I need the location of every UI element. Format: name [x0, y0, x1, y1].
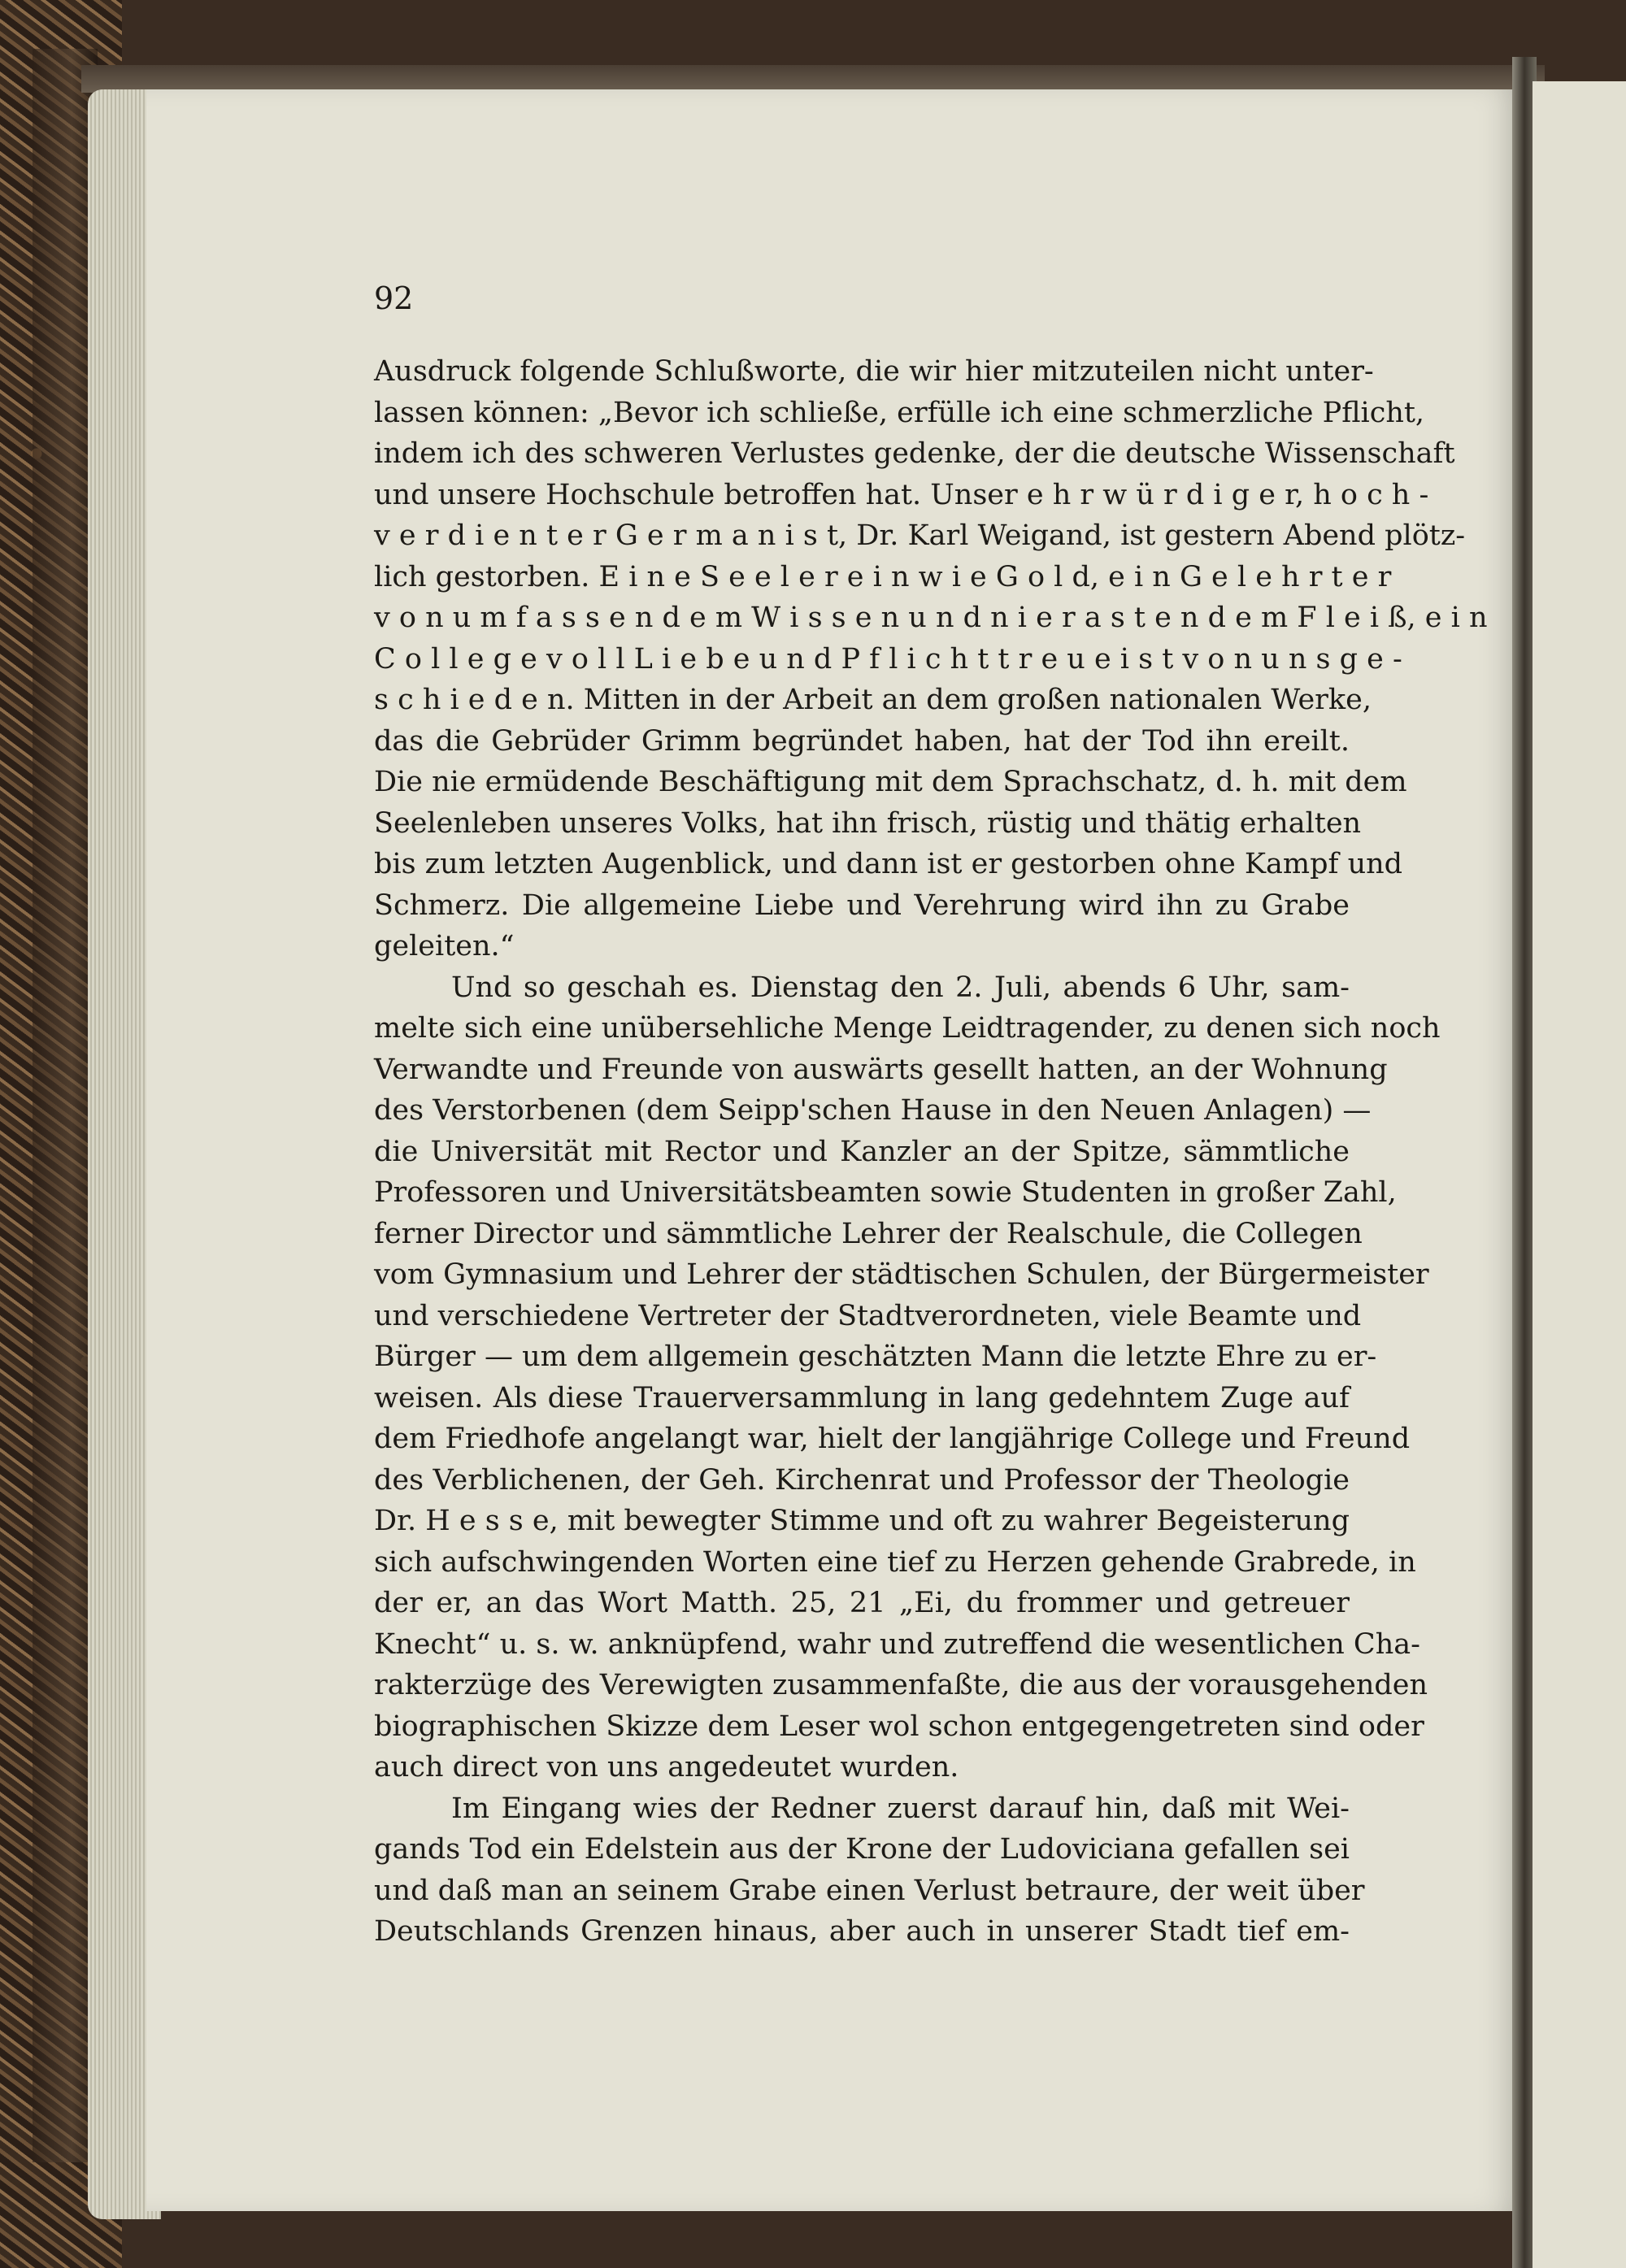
text-line: lassen können: „Bevor ich schließe, erfülle ich eine schmerzliche Pflicht,	[374, 396, 1425, 429]
text-line: C o l l e g e v o l l L i e b e u n d P f l i c h t t r e u e i s t v o n u n s g e -	[374, 642, 1402, 676]
cover-top-edge	[81, 65, 1545, 93]
text-line: biographischen Skizze dem Leser wol schon entgegengetreten sind oder	[374, 1710, 1424, 1743]
text-line: des Verblichenen, der Geh. Kirchenrat und Professor der Theologie	[374, 1463, 1350, 1497]
text-line: ferner Director und sämmtliche Lehrer der Realschule, die Collegen	[374, 1217, 1363, 1250]
text-line: indem ich des schweren Verlustes gedenke, der die deutsche Wissenschaft	[374, 437, 1455, 470]
text-line: Im Eingang wies der Redner zuerst darauf hin, daß mit Wei-	[451, 1792, 1350, 1825]
text-line: v e r d i e n t e r G e r m a n i s t, Dr. Karl Weigand, ist gestern Abend plötz-	[374, 519, 1466, 552]
text-line: Seelenleben unseres Volks, hat ihn frisch, rüstig und thätig erhalten	[374, 806, 1362, 840]
text-line: Knecht“ u. s. w. anknüpfend, wahr und zutreffend die wesentlichen Cha-	[374, 1627, 1420, 1661]
text-line: sich aufschwingenden Worten eine tief zu Herzen gehende Grabrede, in	[374, 1545, 1416, 1579]
text-line: Professoren und Universitätsbeamten sowie Studenten in großer Zahl,	[374, 1176, 1397, 1209]
text-line: rakterzüge des Verewigten zusammenfaßte, die aus der vorausgehenden	[374, 1669, 1428, 1701]
text-line: lich gestorben. E i n e S e e l e r e i n w i e G o l d, e i n G e l e h r t e r	[374, 560, 1392, 593]
text-line: und verschiedene Vertreter der Stadtverordneten, viele Beamte und	[374, 1299, 1362, 1332]
text-line: gands Tod ein Edelstein aus der Krone der Ludoviciana gefallen sei	[374, 1833, 1350, 1866]
text-line: Deutschlands Grenzen hinaus, aber auch in unserer Stadt tief em-	[374, 1915, 1350, 1948]
text-line: Schmerz. Die allgemeine Liebe und Verehrung wird ihn zu Grabe	[374, 889, 1350, 922]
body-text	[374, 351, 1488, 1953]
text-line: geleiten.“	[374, 930, 515, 962]
text-line: weisen. Als diese Trauerversammlung in lang gedehntem Zuge auf	[374, 1381, 1350, 1414]
text-line: Bürger — um dem allgemein geschätzten Mann die letzte Ehre zu er-	[374, 1340, 1377, 1373]
page-number: 92	[374, 280, 414, 316]
text-line: des Verstorbenen (dem Seipp'schen Hause in den Neuen Anlagen) —	[374, 1094, 1372, 1127]
text-line: die Universität mit Rector und Kanzler an der Spitze, sämmtliche	[374, 1135, 1350, 1168]
text-line: das die Gebrüder Grimm begründet haben, hat der Tod ihn ereilt.	[374, 724, 1350, 758]
text-line: v o n u m f a s s e n d e m W i s s e n u n d n i e r a s t e n d e m F l e i ß, e i n	[374, 602, 1488, 634]
text-line: Die nie ermüdende Beschäftigung mit dem Sprachschatz, d. h. mit dem	[374, 766, 1407, 798]
text-line: s c h i e d e n. Mitten in der Arbeit an dem großen nationalen Werke,	[374, 684, 1372, 716]
text-line: Ausdruck folgende Schlußworte, die wir hier mitzuteilen nicht unter-	[374, 355, 1374, 388]
text-line: Verwandte und Freunde von auswärts gesellt hatten, an der Wohnung	[374, 1053, 1388, 1086]
text-line: und unsere Hochschule betroffen hat. Unser e h r w ü r d i g e r, h o c h -	[374, 478, 1429, 511]
text-line: Dr. H e s s e, mit bewegter Stimme und oft zu wahrer Begeisterung	[374, 1505, 1350, 1537]
text-line: dem Friedhofe angelangt war, hielt der langjährige College und Freund	[374, 1423, 1411, 1455]
text-line: der er, an das Wort Matth. 25, 21 „Ei, du frommer und getreuer	[374, 1587, 1350, 1619]
text-line: vom Gymnasium und Lehrer der städtischen Schulen, der Bürgermeister	[374, 1258, 1429, 1291]
text-line: Und so geschah es. Dienstag den 2. Juli, abends 6 Uhr, sam-	[451, 971, 1350, 1004]
right-page-edge	[1533, 81, 1626, 2268]
text-line: melte sich eine unübersehliche Menge Leidtragender, zu denen sich noch	[374, 1012, 1441, 1045]
text-line: und daß man an seinem Grabe einen Verlust betraure, der weit über	[374, 1874, 1365, 1907]
text-line: auch direct von uns angedeutet wurden.	[374, 1751, 959, 1784]
text-line: bis zum letzten Augenblick, und dann ist er gestorben ohne Kampf und	[374, 848, 1403, 880]
